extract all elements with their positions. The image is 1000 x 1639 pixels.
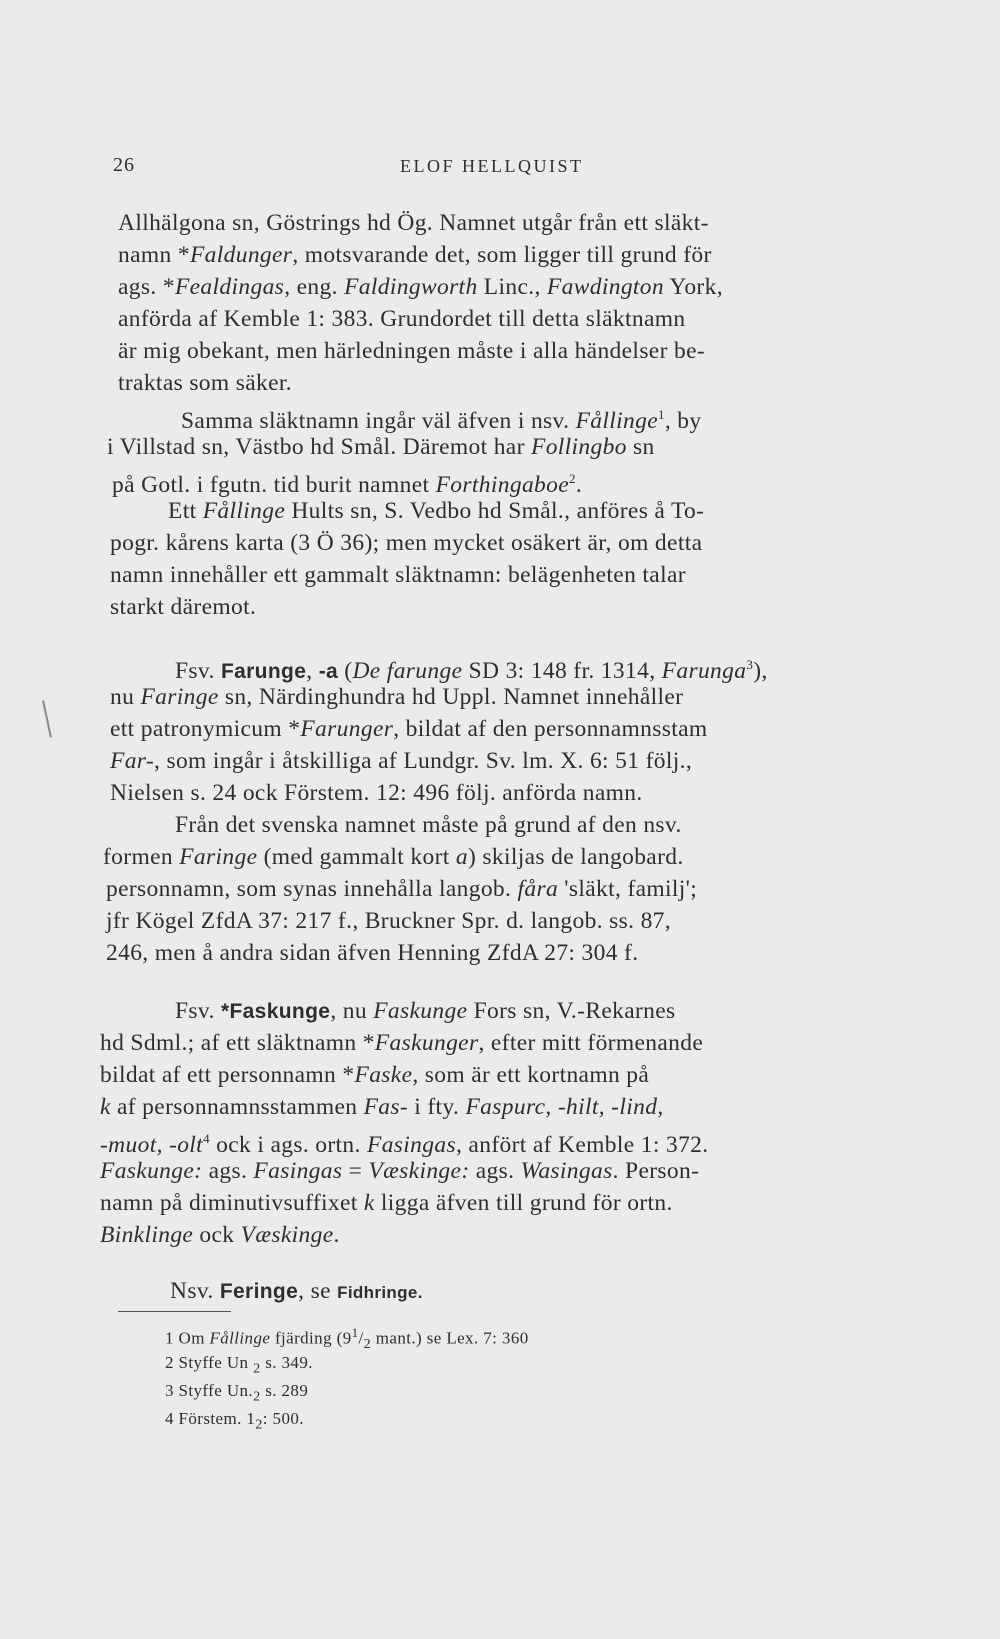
- footnote: 2 Styffe Un $_2$ s. 349.: [165, 1353, 313, 1377]
- text-line: bildat af ett personnamn *Faske, som är ett kortnamn på: [100, 1062, 650, 1088]
- text-line: i Villstad sn, Västbo hd Smål. Däremot har Follingbo sn: [107, 434, 655, 460]
- footnote: 4 Förstem. $1_2$: 500.: [165, 1409, 304, 1433]
- text-line: anförda af Kemble 1: 383. Grundordet till detta släktnamn: [118, 306, 686, 332]
- text-line: Nielsen s. 24 ock Förstem. 12: 496 följ. anförda namn.: [110, 780, 643, 806]
- text-line: namn innehåller ett gammalt släktnamn: belägenheten talar: [110, 562, 686, 588]
- text-line: starkt däremot.: [110, 594, 257, 620]
- text-line: -muot, -olt$^4$ ock i ags. ortn. Fasingas, anfört af Kemble 1: 372.: [100, 1131, 709, 1158]
- text-line: ett patronymicum *Farunger, bildat af den personnamnsstam: [110, 716, 708, 742]
- text-line: k af personnamnsstammen Fas- i fty. Faspurc, -hilt, -lind,: [100, 1094, 664, 1120]
- text-line: Fsv. *Faskunge, nu Faskunge Fors sn, V.-Rekarnes: [175, 998, 676, 1024]
- text-line: nu Faringe sn, Närdinghundra hd Uppl. Namnet innehåller: [110, 684, 684, 710]
- text-line: ags. *Fealdingas, eng. Faldingworth Linc., Fawdington York,: [118, 274, 723, 300]
- footnote-rule: [118, 1311, 231, 1312]
- text-line: Från det svenska namnet måste på grund af den nsv.: [175, 812, 682, 838]
- page-number: 26: [113, 154, 135, 176]
- text-line: namn på diminutivsuffixet k ligga äfven till grund för ortn.: [100, 1190, 673, 1216]
- text-line: personnamn, som synas innehålla langob. fåra 'släkt, familj';: [106, 876, 698, 902]
- text-line: Far-, som ingår i åtskilliga af Lundgr. Sv. lm. X. 6: 51 följ.,: [110, 748, 693, 774]
- text-line: 246, men å andra sidan äfven Henning ZfdA 27: 304 f.: [106, 940, 639, 966]
- text-line: Binklinge ock Væskinge.: [100, 1222, 340, 1248]
- text-line: formen Faringe (med gammalt kort a) skiljas de langobard.: [103, 844, 684, 870]
- footnote: 1 Om Fållinge fjärding ($9^1/_2$ mant.) se Lex. 7: 360: [165, 1325, 529, 1353]
- text-line: jfr Kögel ZfdA 37: 217 f., Bruckner Spr. d. langob. ss. 87,: [106, 908, 672, 934]
- text-line: traktas som säker.: [118, 370, 293, 396]
- text-line: är mig obekant, men härledningen måste i alla händelser be-: [118, 338, 706, 364]
- text-line: pogr. kårens karta (3 Ö 36); men mycket osäkert är, om detta: [110, 530, 703, 556]
- text-line: på Gotl. i fgutn. tid burit namnet Forthingaboe$^2$.: [112, 471, 583, 498]
- margin-mark: [42, 700, 52, 738]
- text-line: Faskunge: ags. Fasingas = Væskinge: ags. Wasingas. Person-: [100, 1158, 700, 1184]
- text-line: Fsv. Farunge, -a (De farunge SD 3: 148 fr. 1314, Farunga$^3$),: [175, 657, 768, 684]
- running-head: ELOF HELLQUIST: [400, 156, 584, 176]
- text-line: Allhälgona sn, Göstrings hd Ög. Namnet utgår från ett släkt-: [118, 210, 709, 236]
- text-line: Ett Fållinge Hults sn, S. Vedbo hd Smål., anföres å To-: [168, 498, 705, 524]
- text-line: Samma släktnamn ingår väl äfven i nsv. Fållinge$^1$, by: [181, 407, 702, 434]
- text-line: namn *Faldunger, motsvarande det, som ligger till grund för: [118, 242, 712, 268]
- text-line: Nsv. Feringe, se Fidhringe.: [170, 1278, 423, 1304]
- footnote: 3 Styffe $Un._2$ s. 289: [165, 1381, 309, 1405]
- text-line: hd Sdml.; af ett släktnamn *Faskunger, efter mitt förmenande: [100, 1030, 704, 1056]
